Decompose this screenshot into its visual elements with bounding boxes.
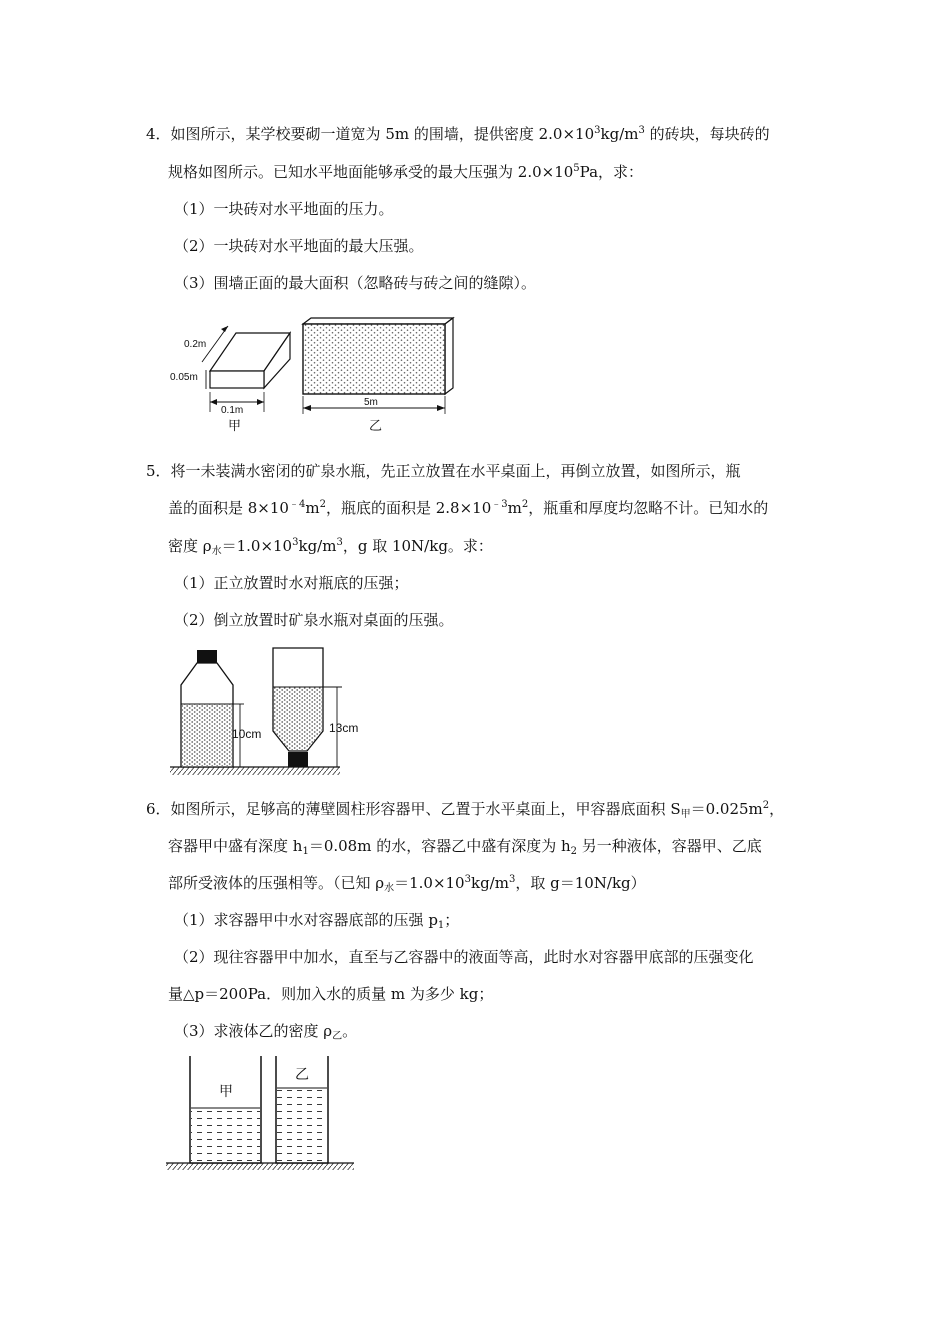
q6-sub-1 <box>174 910 459 930</box>
q6-text: 容器甲中盛有深度 h <box>168 837 303 855</box>
q4-sub-2: （2）一块砖对水平地面的最大压强。 <box>174 237 424 255</box>
q4-sub-3: （3）围墙正面的最大面积（忽略砖与砖之间的缝隙）。 <box>174 274 537 292</box>
q6-text: 部所受液体的压强相等。（已知 ρ <box>168 874 385 892</box>
q5-line-2 <box>168 498 768 518</box>
label-jia: 甲 <box>228 418 242 433</box>
q5-sup: 3 <box>336 537 343 548</box>
label-jia: 甲 <box>219 1083 233 1099</box>
q6-line-3 <box>168 873 646 893</box>
q6-sup: 3 <box>508 874 516 885</box>
q5-figure <box>166 645 359 780</box>
q5-text: ，瓶底的面积是 2.8×10 <box>325 499 492 517</box>
q6-sub: 1 <box>437 920 445 931</box>
q5-line-3 <box>168 536 493 556</box>
q6-text: ； <box>444 911 460 929</box>
q4-text: 规格如图所示。已知水平地面能够承受的最大压强为 2.0×10 <box>168 163 574 181</box>
q6-sub: 甲 <box>680 809 691 820</box>
q4-text: 4．如图所示，某学校要砌一道宽为 5m 的围墙，提供密度 2.0×10 <box>146 125 595 143</box>
label-yi: 乙 <box>369 418 383 433</box>
q6-text: 。 <box>342 1022 358 1040</box>
q5-sup: ﹣4 <box>288 499 306 510</box>
ground-hatch <box>170 767 340 775</box>
q5-text: ，瓶重和厚度均忽略不计。已知水的 <box>528 499 769 517</box>
q5-sub-2: （2）倒立放置时矿泉水瓶对桌面的压强。 <box>174 611 454 629</box>
arrow-icon <box>437 405 445 411</box>
container-jia <box>190 1056 261 1163</box>
q4-sup: 3 <box>638 125 645 136</box>
q5-sup: 2 <box>319 499 326 510</box>
q6-text: ＝0.025m <box>690 800 763 818</box>
q5-text: kg/m <box>298 537 337 555</box>
q6-figure <box>166 1052 356 1172</box>
arrow-icon <box>221 326 228 332</box>
q6-text: （1）求容器甲中水对容器底部的压强 p <box>174 911 438 929</box>
q6-text: ， <box>769 800 785 818</box>
q5-text: 密度 ρ <box>168 537 212 555</box>
arrow-icon <box>257 399 264 405</box>
q6-sub: 乙 <box>332 1031 343 1042</box>
q5-sup: 2 <box>521 499 529 510</box>
q5-sub: 水 <box>211 546 222 557</box>
q5-text: ＝1.0×10 <box>221 537 293 555</box>
q6-sub-2-cont: 量△p＝200Pa．则加入水的质量 m 为多少 kg； <box>168 985 494 1003</box>
q4-line-2 <box>168 162 643 182</box>
q4-sup: 5 <box>573 163 580 174</box>
q4-sub-1: （1）一块砖对水平地面的压力。 <box>174 200 394 218</box>
q4-sup: 3 <box>594 125 601 136</box>
q6-sub: 水 <box>384 883 395 894</box>
q4-line-1 <box>146 124 770 144</box>
q6-sub: 2 <box>570 846 578 857</box>
dim-label-5m: 5m <box>364 397 378 408</box>
q6-sub-2: （2）现往容器甲中加水，直至与乙容器中的液面等高，此时水对容器甲底部的压强变化 <box>174 948 754 966</box>
q6-text: 另一种液体，容器甲、乙底 <box>577 837 762 855</box>
q6-text: 6．如图所示，足够高的薄壁圆柱形容器甲、乙置于水平桌面上，甲容器底面积 S <box>146 800 681 818</box>
q5-text: m <box>305 499 320 517</box>
brick-jia <box>210 333 290 388</box>
q5-sub-1: （1）正立放置时水对瓶底的压强； <box>174 574 409 592</box>
q5-sup: ﹣3 <box>491 499 508 510</box>
q6-sub-3 <box>174 1021 357 1041</box>
q6-text: ＝0.08m 的水，容器乙中盛有深度为 h <box>308 837 571 855</box>
dim-label-005: 0.05m <box>170 372 198 383</box>
q4-text: 的砖块，每块砖的 <box>644 125 770 143</box>
dim-label-13cm: 13cm <box>329 721 359 735</box>
q6-line-2 <box>168 836 762 856</box>
bottle-inverted <box>273 648 323 767</box>
q6-text: （3）求液体乙的密度 ρ <box>174 1022 333 1040</box>
label-yi: 乙 <box>295 1066 309 1082</box>
q6-text: kg/m <box>470 874 509 892</box>
q5-text: m <box>507 499 522 517</box>
bottle-upright <box>181 650 233 767</box>
q6-text: ，取 g＝10N/kg） <box>515 874 646 892</box>
wall-yi <box>303 318 453 394</box>
q5-text: 盖的面积是 8×10 <box>168 499 289 517</box>
dim-label-10cm: 10cm <box>232 727 262 741</box>
q6-text: ＝1.0×10 <box>394 874 465 892</box>
q5-text: ，g 取 10N/kg。求： <box>342 537 493 555</box>
q4-figure <box>166 314 466 436</box>
q4-text: kg/m <box>600 125 639 143</box>
q6-sub: 1 <box>302 846 309 857</box>
arrow-icon <box>303 405 311 411</box>
q5-line-1: 5．将一未装满水密闭的矿泉水瓶，先正立放置在水平桌面上，再倒立放置，如图所示，瓶 <box>146 462 741 480</box>
ground-hatch <box>166 1163 354 1170</box>
dim-label-01: 0.1m <box>221 405 244 416</box>
q6-sup: 3 <box>464 874 471 885</box>
q4-text: Pa，求： <box>579 163 644 181</box>
q5-sup: 3 <box>292 537 299 548</box>
q6-sup: 2 <box>762 800 770 811</box>
q6-line-1 <box>146 799 784 819</box>
arrow-icon <box>210 399 217 405</box>
dim-label-02: 0.2m <box>184 339 207 350</box>
